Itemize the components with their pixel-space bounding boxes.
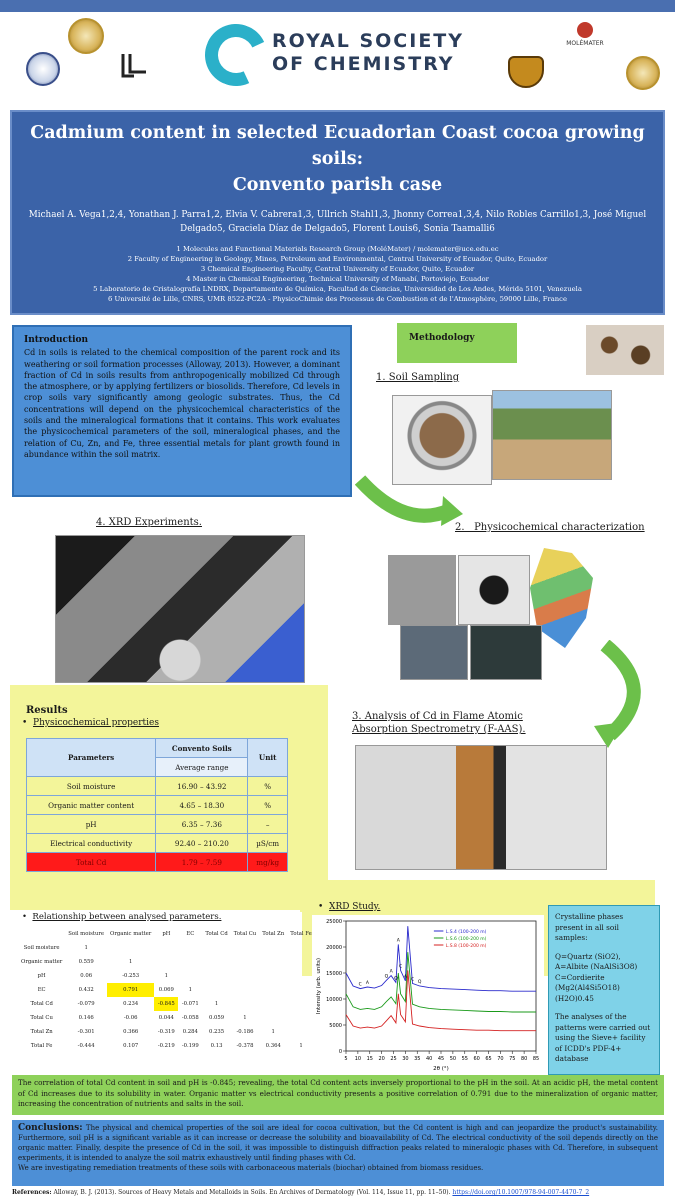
field-team-photo [492, 390, 612, 480]
corr-cell [202, 955, 230, 969]
x-tick-label: 35 [414, 1056, 421, 1062]
corr-header: pH [162, 931, 171, 937]
corr-cell: 1 [214, 1001, 219, 1007]
corr-cell [231, 983, 259, 997]
corr-cell: -0.219 [157, 1043, 175, 1049]
corr-cell: -0.186 [236, 1029, 254, 1035]
corr-header [18, 927, 65, 941]
introduction-heading: Introduction [24, 335, 89, 345]
series-line [346, 952, 536, 1012]
corr-cell: -0.319 [157, 1029, 175, 1035]
ph-meter-photo [470, 625, 542, 680]
corr-cell: -0.071 [181, 1001, 199, 1007]
x-tick-label: 40 [425, 1056, 433, 1062]
corr-cell [259, 1011, 287, 1025]
table-row: Soil moisture 16.90 – 43.92 % [27, 777, 288, 796]
title-panel [10, 110, 665, 315]
lab-bench-photo [400, 625, 468, 680]
poster-title: Cadmium content in selected Ecuadorian Coast cocoa growing soils: Convento parish case [30, 123, 645, 195]
corr-cell [287, 997, 315, 1011]
peak-label: C [358, 982, 362, 988]
corr-cell [259, 969, 287, 983]
corr-cell: 0.06 [80, 973, 93, 979]
corr-cell [259, 955, 287, 969]
peak-label: A [403, 974, 407, 980]
y-axis-label: Intensity (arb. units) [316, 957, 322, 1015]
corr-cell [287, 941, 315, 955]
x-axis-label: 2θ (°) [433, 1066, 449, 1072]
conclusions-panel: Conclusions: The physical and chemical properties of the soil are ideal for cocoa cultivation, but the Cd content is high and can jeopardize the product's sustainability. Furthermore, soil pH is a significant variable as it can increase or decrease the solubility and bioavailability of Cd. The electrical conductivity of the soil depends directly on the organic matter. Finally, despite the presence of Cd in the soil, it was impossible to distinguish diffraction peaks related to mineralogic phases with Cd. Therefore, in subsequent experiments, it is intended to analyze the soil matrix exhaustively until finding phases with Cd. We are investigating remediation treatments of these soils with carbonaceous materials (biochar) obtained from biomass residues. [12, 1120, 664, 1186]
x-tick-label: 70 [497, 1056, 504, 1062]
corr-cell [287, 1011, 315, 1025]
step-faas: 3. Analysis of Cd in Flame Atomic Absorption Spectrometry (F-AAS). [352, 711, 526, 735]
corr-row-label: Total Zn [30, 1029, 53, 1035]
corr-header: Soil moisture [68, 931, 105, 937]
x-tick-label: 80 [520, 1056, 528, 1062]
corr-cell: -0.06 [123, 1015, 138, 1021]
methodology-label: Methodology [397, 323, 517, 363]
corr-header: Total Zn [262, 931, 285, 937]
corr-cell [178, 955, 202, 969]
corr-row-label: Soil moisture [23, 945, 60, 951]
corr-cell [259, 983, 287, 997]
university-seal-logo-3 [626, 56, 660, 90]
y-tick-label: 20000 [326, 945, 342, 951]
results-heading: Results [26, 705, 68, 716]
peak-label: Q [384, 974, 389, 980]
xrd-study-label: • XRD Study. [318, 902, 381, 912]
corr-cell: 0.432 [78, 987, 94, 993]
physicochemical-table: Parameters Convento Soils Unit Average range Soil moisture 16.90 – 43.92 % Organic matter content 4.65 – 18.30 % pH 6.35 – 7.36 – Electrical conductivity 92.40 – 210.20 µS/cm Total Cd 1.79 – 7.59 mg/kg [26, 738, 288, 872]
corr-row-label: Total Cd [30, 1001, 53, 1007]
corr-cell [178, 969, 202, 983]
xrd-instrument-photo [55, 535, 305, 683]
corr-cell: 0.13 [210, 1043, 223, 1049]
x-tick-label: 25 [390, 1056, 397, 1062]
corr-cell [287, 969, 315, 983]
corr-row-label: Organic matter [21, 959, 63, 965]
corr-cell: 1 [84, 945, 88, 951]
corr-cell: 0.366 [123, 1029, 139, 1035]
x-tick-label: 10 [354, 1056, 362, 1062]
corr-cell: 1 [271, 1029, 275, 1035]
top-bar [0, 0, 675, 12]
table-row [18, 1011, 315, 1025]
introduction-text: Cd in soils is related to the chemical composition of the parent rock and its weathering or soil formation processes (Alloway, 2013). However, a dominant fraction of Cd in soils results from anthropogenically mobilized Cd through the atmosphere, or by applying fertilizers or biosolids. Therefore, Cd levels in crop soils vary significantly among geologic substrates. Thus, the Cd concentrations will depend on the physicochemical characteristics of the soils and the mineralogical formations that it contains. This work evaluates the physicochemical parameters of the soil, mineralogical phases, and the relation of Cu, Zn, and Fe, three essential metals for plant growth found in abundance within the soil matrix. [24, 348, 340, 459]
corr-cell: 1 [128, 959, 133, 965]
corr-cell: 1 [243, 1015, 247, 1021]
corr-header: Total Cu [233, 931, 257, 937]
table-row [18, 1025, 315, 1039]
rsc-logo-text: ROYAL SOCIETY OF CHEMISTRY [272, 30, 465, 75]
corr-cell [231, 997, 259, 1011]
oven-photo [388, 555, 456, 625]
doi-link[interactable]: https://doi.org/10.1007/978-94-007-4470-7_2 [452, 1189, 590, 1196]
corr-header: Total Fe [290, 931, 312, 937]
corr-cell [287, 983, 315, 997]
corr-cell: 1 [164, 973, 169, 979]
step-soil-sampling: 1. Soil Sampling [376, 372, 460, 383]
table-row [18, 983, 315, 997]
corr-cell: -0.378 [236, 1043, 254, 1049]
corr-cell [178, 941, 202, 955]
legend-entry: L.S.4 (100-200 m) [445, 930, 487, 935]
corr-cell: 1 [299, 1043, 303, 1049]
y-tick-label: 5000 [329, 1023, 342, 1029]
y-tick-label: 10000 [326, 997, 342, 1003]
peak-label: Q [417, 980, 422, 985]
corr-cell: -0.253 [122, 973, 140, 979]
corr-cell [154, 955, 178, 969]
table-row [18, 997, 315, 1011]
corr-row-label: pH [37, 973, 46, 979]
series-line [346, 970, 536, 1030]
x-tick-label: 20 [378, 1056, 385, 1062]
corr-header: EC [186, 931, 195, 937]
corr-cell: 0.791 [107, 983, 154, 997]
corr-cell [231, 941, 259, 955]
peak-label: A [396, 938, 400, 944]
corr-row-label: Total Fe [30, 1043, 53, 1049]
x-tick-label: 50 [449, 1056, 457, 1062]
relationship-subheading: • Relationship between analysed parameters. [22, 912, 222, 922]
peak-label: Q [394, 976, 398, 982]
corr-cell [202, 983, 230, 997]
corr-cell: -0.845 [154, 997, 178, 1011]
corr-cell: 0.284 [182, 1029, 198, 1035]
university-seal-logo-1 [68, 18, 104, 54]
plot-frame [346, 921, 536, 1051]
corr-cell [259, 941, 287, 955]
peak-label: C [410, 977, 415, 983]
x-tick-label: 5 [344, 1056, 348, 1062]
corr-cell: 0.364 [265, 1043, 281, 1049]
ulille-logo [120, 52, 150, 80]
corr-cell: -0.301 [77, 1029, 95, 1035]
faas-instrument-photo [355, 745, 607, 870]
corr-cell: 0.234 [123, 1001, 139, 1007]
xrd-chart [312, 915, 544, 1073]
x-tick-label: 85 [532, 1056, 540, 1062]
peak-label: A [389, 969, 393, 975]
correlation-discussion: The correlation of total Cd content in soil and pH is -0.845; revealing, the total Cd content acts inversely proportional to the pH in the soil. At an acidic pH, the metal content of Cd increases due to its solubility in water. Organic matter vs electrical conductivity presents a positive correlation of 0.791 due to the mineralization of organic matter, increasing the concentration of nutrients and salts in the soil. [12, 1075, 664, 1115]
corr-cell: 0.107 [123, 1043, 139, 1049]
step-xrd-experiments: 4. XRD Experiments. [96, 517, 202, 528]
corr-cell [202, 969, 230, 983]
legend-entry: L.S.6 (100-200 m) [445, 937, 487, 942]
corr-cell: 0.235 [208, 1029, 225, 1035]
corr-cell: -0.058 [181, 1015, 199, 1021]
corr-header: Total Cd [205, 931, 228, 937]
corr-cell [287, 955, 315, 969]
legend-entry: L.S.8 (100-200 m) [445, 944, 487, 949]
introduction-panel [12, 325, 352, 497]
corr-row-label: EC [37, 987, 46, 993]
x-tick-label: 15 [366, 1056, 373, 1062]
y-tick-label: 15000 [326, 971, 342, 977]
peak-label: C [399, 964, 403, 970]
table-row-total-cd: Total Cd 1.79 – 7.59 mg/kg [27, 853, 288, 872]
table-row [18, 969, 315, 983]
x-tick-label: 30 [402, 1056, 409, 1062]
corr-cell [107, 941, 154, 955]
soil-samples-photo [586, 325, 664, 375]
x-tick-label: 55 [461, 1056, 468, 1062]
x-tick-label: 65 [485, 1056, 492, 1062]
corr-header: Organic matter [110, 931, 152, 937]
corr-cell: -0.079 [77, 1001, 95, 1007]
corr-cell: 1 [188, 987, 193, 993]
correlation-matrix [18, 927, 315, 1053]
affiliations: 1 Molecules and Functional Materials Research Group (MoléMater) / molemater@uce.edu.ec 2 Faculty of Engineering in Geology, Mines, Petroleum and Environmental, Central University of Ecuador, Quito, Ecuador 3 Chemical Engineering Faculty, Central University of Ecuador, Quito, Ecuador 4 Master in Chemical Engineering, Technical University of Manabí, Portoviejo, Ecuador 5 Laboratorio de Cristalografía LNDRX, Departamento de Química, Facultad de Ciencias, Universidad de Los Andes, Mérida 5101, Venezuela 6 Université de Lille, CNRS, UMR 8522-PC2A - PhysicoChimie des Processus de Combustion et de l'Atmosphère, 59000 Lille, France [93, 245, 582, 303]
curved-arrow-top [355, 470, 465, 530]
rsc-logo-icon [196, 15, 275, 94]
furnace-photo [458, 555, 530, 625]
corr-cell [287, 1025, 315, 1039]
series-line [346, 926, 536, 991]
table-row: Electrical conductivity 92.40 – 210.20 µS/cm [27, 834, 288, 853]
table-row [18, 941, 315, 955]
x-tick-label: 60 [473, 1056, 480, 1062]
crest-logo [508, 56, 544, 88]
corr-cell [231, 955, 259, 969]
corr-cell [231, 969, 259, 983]
corr-cell: 0.559 [78, 959, 94, 965]
molemater-logo: MOLÉMATER [560, 22, 610, 60]
corr-cell: 0.044 [158, 1015, 174, 1021]
x-tick-label: 45 [437, 1056, 445, 1062]
corr-cell: 0.069 [158, 987, 174, 993]
table-row [18, 1039, 315, 1053]
corr-cell: -0.444 [77, 1043, 95, 1049]
step-physicochemical: 2. Physicochemical characterization [455, 522, 645, 533]
peak-label: A [365, 981, 369, 987]
author-list: Michael A. Vega1,2,4, Yonathan J. Parra1,2, Elvia V. Cabrera1,3, Ullrich Stahl1,3, Jhonny Correa1,3,4, Nilo Robles Carrillo1,3, José Miguel Delgado5, Graciela Díaz de Delgado5, Florent Louis6, Sonia Taamalli6 [28, 210, 647, 234]
references: References: Alloway, B. J. (2013). Sources of Heavy Metals and Metalloids in Soils. En Archives of Dermatology (Vol. 114, Issue 11, pp. 11–50). https://doi.org/10.1007/978-94-007-4470-7_2 [12, 1189, 590, 1196]
physicochemical-subheading: • Physicochemical properties [22, 718, 159, 728]
table-row: pH 6.35 – 7.36 – [27, 815, 288, 834]
y-tick-label: 25000 [326, 919, 342, 925]
x-tick-label: 75 [509, 1056, 516, 1062]
curved-arrow-right [590, 640, 650, 750]
crystalline-phases-panel: Crystalline phases present in all soil samples: Q=Quartz (SiO2), A=Albite (NaAlSi3O8) C=Cordierite (Mg2(Al4Si5O18)(H2O)0.45 The analyses of the patterns were carried out using the Sieve+ facility of ICDD's PDF-4+ database [548, 905, 660, 1075]
y-tick-label: 0 [338, 1049, 342, 1055]
corr-cell [259, 997, 287, 1011]
corr-row-label: Total Cu [30, 1015, 53, 1021]
corr-cell [154, 941, 178, 955]
university-seal-logo-2 [26, 52, 60, 86]
table-row [18, 955, 315, 969]
corr-cell: 0.059 [208, 1015, 225, 1021]
corr-cell: -0.199 [181, 1043, 199, 1049]
corr-cell [202, 941, 230, 955]
corr-cell: 0.146 [78, 1015, 94, 1021]
table-row: Organic matter content 4.65 – 18.30 % [27, 796, 288, 815]
